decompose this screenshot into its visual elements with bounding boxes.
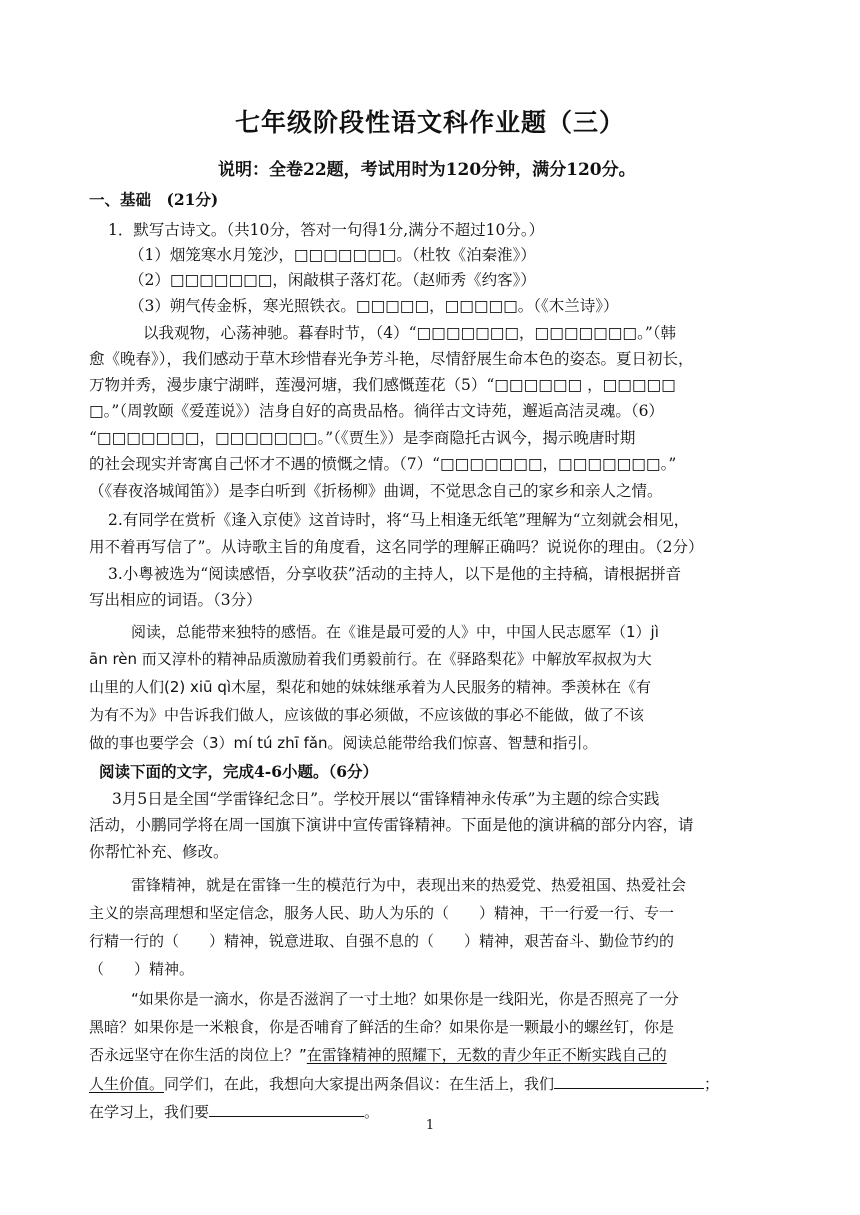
- speech-text: 。: [364, 1103, 380, 1121]
- speech-text: 同学们，在此，我想向大家提出两条倡议：在生活上，我们: [164, 1075, 555, 1093]
- speech-line: 主义的崇高理想和坚定信念，服务人民、助人为乐的（ ）精神，干一行爱一行、专一: [89, 904, 675, 922]
- question-1-line: （1）烟笼寒水月笼沙，□□□□□□□。（杜牧《泊秦淮》）: [129, 246, 536, 264]
- answer-blank[interactable]: [209, 1101, 364, 1117]
- speech-line: （ ）精神。: [89, 960, 195, 978]
- speech-text: 否永远坚守在你生活的岗位上？”: [89, 1046, 307, 1064]
- page-title: 七年级阶段性语文科作业题（三）: [234, 108, 625, 137]
- question-2-line: 2.有同学在赏析《逢入京使》这首诗时，将“马上相逢无纸笔”理解为“立刻就会相见，: [108, 511, 690, 529]
- reading-intro-line: 活动，小鹏同学将在周一国旗下演讲中宣传雷锋精神。下面是他的演讲稿的部分内容，请: [89, 816, 694, 834]
- question-1-line: 的社会现实并寄寓自己怀才不遇的愤慨之情。（7）“□□□□□□□，□□□□□□□。”: [89, 455, 677, 473]
- speech-line: 雷锋精神，就是在雷锋一生的模范行为中，表现出来的热爱党、热爱祖国、热爱社会: [131, 876, 687, 894]
- question-3-text: ān rèn 而又淳朴的精神品质激励着我们勇毅前行。在《驿路梨花》中解放军叔叔为大: [89, 650, 652, 668]
- speech-line: “如果你是一滴水，你是否滋润了一寸土地？如果你是一线阳光，你是否照亮了一分: [131, 990, 679, 1008]
- question-3-text: 山里的人们(2) xiū qì木屋，梨花和她的妹妹继承着为人民服务的精神。季羡林在《有: [89, 678, 652, 696]
- exam-note: 说明：全卷22题，考试用时为120分钟，满分120分。: [218, 160, 636, 180]
- speech-line: [89, 1045, 667, 1065]
- question-1-line: （3）朔气传金柝，寒光照铁衣。□□□□□，□□□□□。（《木兰诗》）: [129, 297, 619, 315]
- reading-intro-line: 3月5日是全国“学雷锋纪念日”。学校开展以“雷锋精神永传承”为主题的综合实践: [112, 790, 660, 808]
- question-1-line: 愈《晚春》），我们感动于草木珍惜春光争芳斗艳，尽情舒展生命本色的姿态。夏日初长，: [89, 350, 694, 368]
- question-1-stem: 1．默写古诗文。（共10分，答对一句得1分,满分不超过10分。）: [108, 221, 545, 239]
- question-3-text: 阅读，总能带来独特的感悟。在《谁是最可爱的人》中，中国人民志愿军（1）jì: [131, 623, 659, 641]
- speech-text: ；: [704, 1075, 720, 1093]
- question-2-line: 用不着再写信了”。从诗歌主旨的角度看，这名同学的理解正确吗？说说你的理由。（2分）: [89, 538, 704, 556]
- speech-text: 在学习上，我们要: [89, 1103, 210, 1121]
- underlined-sentence: 在雷锋精神的照耀下，无数的青少年正不断实践自己的: [306, 1046, 667, 1064]
- question-3-line: 写出相应的词语。（3分）: [89, 591, 262, 609]
- question-1-line: （《春夜洛城闻笛》）是李白听到《折杨柳》曲调，不觉思念自己的家乡和亲人之情。: [89, 482, 663, 500]
- page-number: 1: [425, 1118, 435, 1133]
- question-3-text: 做的事也要学会（3）mí tú zhī fǎn。阅读总能带给我们惊喜、智慧和指引。: [89, 734, 598, 752]
- reading-intro-line: 你帮忙补充、修改。: [89, 843, 229, 861]
- question-3-text: 为有不为》中告诉我们做人，应该做的事必须做，不应该做的事必不能做，做了不该: [89, 706, 645, 724]
- underlined-sentence: 人生价值。: [89, 1075, 165, 1093]
- speech-line: 黑暗？如果你是一米粮食，你是否哺育了鲜活的生命？如果你是一颗最小的螺丝钉，你是: [89, 1018, 675, 1036]
- answer-blank[interactable]: [554, 1073, 704, 1089]
- question-1-line: “□□□□□□□，□□□□□□□。”（《贾生》）是李商隐托古讽今，揭示晚唐时期: [89, 429, 636, 447]
- question-1-line: 万物并秀，漫步康宁湖畔，莲漫河塘，我们感慨莲花（5）“□□□□□□ ，□□□□□: [89, 376, 676, 394]
- section-heading: 一、基础 (21分): [89, 190, 219, 209]
- speech-line: [89, 1073, 719, 1094]
- question-3-line: 3.小粤被选为“阅读感悟，分享收获”活动的主持人，以下是他的主持稿，请根据拼音: [108, 565, 682, 583]
- question-1-line: （2）□□□□□□□，闲敲棋子落灯花。（赵师秀《约客》）: [129, 271, 536, 289]
- question-1-line: 以我观物，心荡神驰。暮春时节，（4）“□□□□□□□，□□□□□□□。”（韩: [143, 324, 676, 342]
- reading-heading: 阅读下面的文字，完成4-6小题。（6分）: [99, 762, 379, 781]
- speech-line: 行精一行的（ ）精神，锐意进取、自强不息的（ ）精神，艰苦奋斗、勤俭节约的: [89, 932, 675, 950]
- question-1-line: □。”（周敦颐《爱莲说》）洁身自好的高贵品格。徜徉古文诗苑，邂逅高洁灵魂。（6）: [89, 402, 664, 420]
